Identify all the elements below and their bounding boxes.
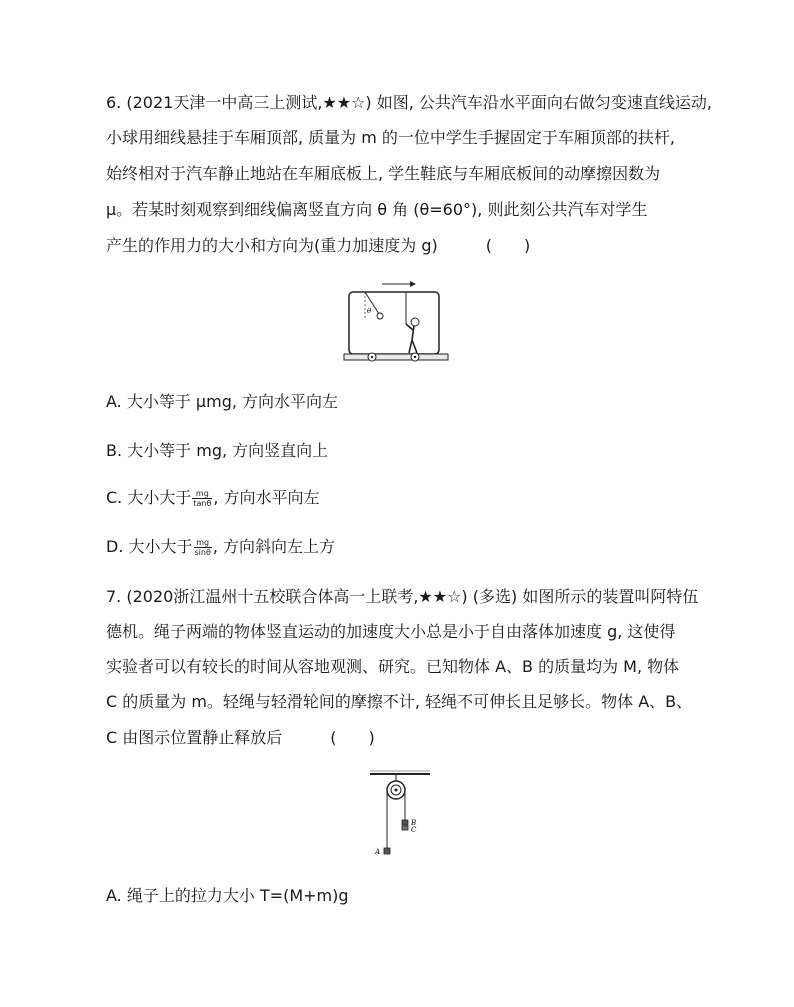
q6-option-d-denominator: sinθ	[194, 548, 211, 557]
q6-option-c	[106, 488, 320, 508]
student-head	[411, 318, 419, 326]
student-body	[406, 324, 417, 353]
motion-arrowhead	[410, 281, 416, 287]
q6-line-1: 6. (2021天津一中高三上测试,★★☆) 如图, 公共汽车沿水平面向右做匀变速直线运动,	[106, 93, 713, 112]
atwood-machine-figure	[368, 770, 438, 862]
q6-line-3: 始终相对于汽车静止地站在车厢底板上, 学生鞋底与车厢底板间的动摩擦因数为	[106, 164, 661, 183]
q6-option-d-prefix: D. 大小大于	[106, 537, 193, 556]
q6-line-2: 小球用细线悬挂于车厢顶部, 质量为 m 的一位中学生手握固定于车厢顶部的扶杆,	[106, 128, 676, 147]
q6-option-d-fraction	[194, 538, 212, 557]
pendulum-ball	[377, 313, 383, 319]
theta-label: θ	[367, 307, 372, 315]
bus-body	[349, 292, 439, 354]
wheel-left-hub	[371, 356, 373, 358]
q6-line-4: μ。若某时刻观察到细线偏离竖直方向 θ 角 (θ=60°), 则此刻公共汽车对学生	[106, 200, 648, 219]
q6-option-c-fraction	[192, 489, 212, 508]
q7-line-4: C 的质量为 m。轻绳与轻滑轮间的摩擦不计, 轻绳不可伸长且足够长。物体 A、B、	[106, 692, 693, 711]
pulley-axle	[395, 789, 398, 792]
q7-line-5: C 由图示位置静止释放后 ( )	[106, 728, 375, 747]
bus-figure	[342, 278, 452, 368]
q6-option-b: B. 大小等于 mg, 方向竖直向上	[106, 441, 329, 460]
block-b	[402, 820, 408, 825]
q6-option-c-suffix: , 方向水平向左	[213, 488, 320, 507]
label-a: A	[375, 848, 381, 856]
q6-option-c-denominator: tanθ	[193, 499, 212, 508]
q6-option-c-prefix: C. 大小大于	[106, 488, 192, 507]
q6-option-a: A. 大小等于 μmg, 方向水平向左	[106, 392, 339, 411]
block-c	[402, 826, 408, 830]
q6-line-5: 产生的作用力的大小和方向为(重力加速度为 g) ( )	[106, 236, 531, 255]
q7-option-a: A. 绳子上的拉力大小 T=(M+m)g	[106, 886, 349, 905]
q6-option-c-numerator: mg	[192, 489, 212, 499]
block-a	[384, 848, 390, 854]
q6-option-d-numerator: mg	[194, 538, 212, 548]
label-c: C	[411, 826, 417, 834]
ground	[344, 354, 448, 360]
label-b: B	[411, 819, 417, 827]
q6-option-d	[106, 537, 335, 557]
q7-line-1: 7. (2020浙江温州十五校联合体高一上联考,★★☆) (多选) 如图所示的装置叫阿特伍	[106, 587, 699, 606]
wheel-right-hub	[414, 356, 416, 358]
q7-line-3: 实验者可以有较长的时间从容地观测、研究。已知物体 A、B 的质量均为 M, 物体	[106, 657, 680, 676]
q7-line-2: 德机。绳子两端的物体竖直运动的加速度大小总是小于自由落体加速度 g, 这使得	[106, 622, 676, 641]
q6-option-d-suffix: , 方向斜向左上方	[212, 537, 336, 556]
